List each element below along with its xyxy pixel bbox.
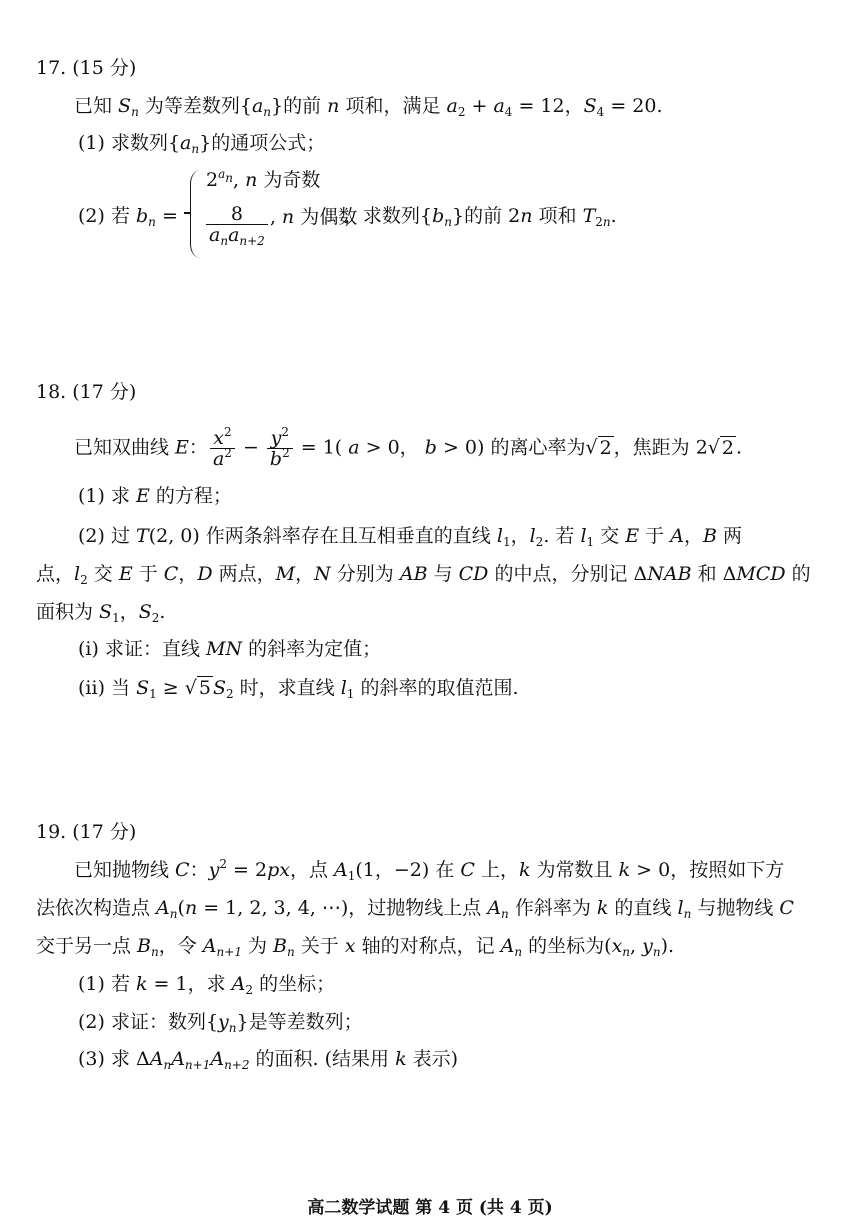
problem-19-stem-line-3: 交于另一点 $B_n$，令 $A_{n+1}$ 为 $B_n$ 关于 x 轴的对称点，记 $A_n$ 的坐标为($x_n$, $y_n$). bbox=[36, 935, 675, 959]
problem-18-part-2-ii: (ii) 当 $S_1$ ≥ √ 5 $S_2$ 时，求直线 $l_1$ 的斜率的取值范围. bbox=[78, 677, 519, 701]
page-footer: 高二数学试题 第 4 页 (共 4 页) bbox=[307, 1198, 553, 1218]
piecewise-odd-case: $2^{a_n}$, n 为奇数 bbox=[206, 167, 321, 191]
piecewise-brace-tick bbox=[184, 212, 191, 214]
problem-17-header: 17. (15 分) bbox=[36, 57, 137, 79]
problem-19-part-1: (1) 若 k = 1，求 $A_2$ 的坐标； bbox=[78, 973, 336, 997]
piecewise-even-case: $\frac{8}{a_na_{n+2}}$ , n 为偶数 bbox=[204, 204, 357, 245]
problem-18-part-2-i: (i) 求证：直线 MN 的斜率为定值； bbox=[78, 638, 382, 660]
problem-17-part-2-prefix: (2) 若 $b_n$ = bbox=[78, 205, 178, 229]
problem-18-part-2-line-1: (2) 过 T(2, 0) 作两条斜率存在且互相垂直的直线 $l_1$，$l_2$. 若 $l_1$ 交 E 于 A，B 两 bbox=[78, 525, 742, 549]
problem-17-part-1: (1) 求数列$\{a_n\}$的通项公式； bbox=[78, 132, 326, 156]
problem-19-part-2: (2) 求证：数列$\{y_n\}$是等差数列； bbox=[78, 1011, 363, 1035]
problem-18-part-2-line-3: 面积为 $S_1$，$S_2$. bbox=[36, 601, 166, 625]
problem-18-stem: 已知双曲线 E： $\frac{x^2}{a^2}$ − $\frac{y^2}{b^2}$ = 1( a > 0， b > 0) 的离心率为√ 2 ，焦距为 2√ 2 . bbox=[74, 425, 743, 470]
problem-19-stem-line-1: 已知抛物线 C：$y^2 = 2px$，点 $A_1(1$，−2) 在 C 上，k 为常数且 k > 0，按照如下方 bbox=[74, 857, 785, 883]
problem-18-header: 18. (17 分) bbox=[36, 381, 137, 403]
piecewise-brace bbox=[190, 170, 201, 258]
problem-19-part-3: (3) 求 $\Delta A_nA_{n+1}A_{n+2}$ 的面积. (结果用 k 表示) bbox=[78, 1048, 459, 1072]
problem-19-header: 19. (17 分) bbox=[36, 821, 137, 843]
problem-18-part-2-line-2: 点，$l_2$ 交 E 于 C，D 两点，M，N 分别为 AB 与 CD 的中点，分别记 ΔNAB 和 ΔMCD 的 bbox=[36, 563, 811, 587]
problem-19-stem-line-2: 法依次构造点 $A_n(n = 1$, 2, 3, 4, ⋯)，过抛物线上点 $A_n$ 作斜率为 k 的直线 $l_n$ 与抛物线 C bbox=[36, 897, 794, 921]
problem-18-part-1: (1) 求 E 的方程； bbox=[78, 485, 232, 507]
problem-17-stem: 已知 $S_n$ 为等差数列$\{a_n\}$的前 n 项和，满足 $a_2 + a_4 = 12$，$S_4 = 20$. bbox=[74, 95, 663, 119]
problem-17-part-2-suffix: ，求数列$\{b_n\}$的前 2n 项和 $T_{2n}$. bbox=[344, 205, 617, 229]
